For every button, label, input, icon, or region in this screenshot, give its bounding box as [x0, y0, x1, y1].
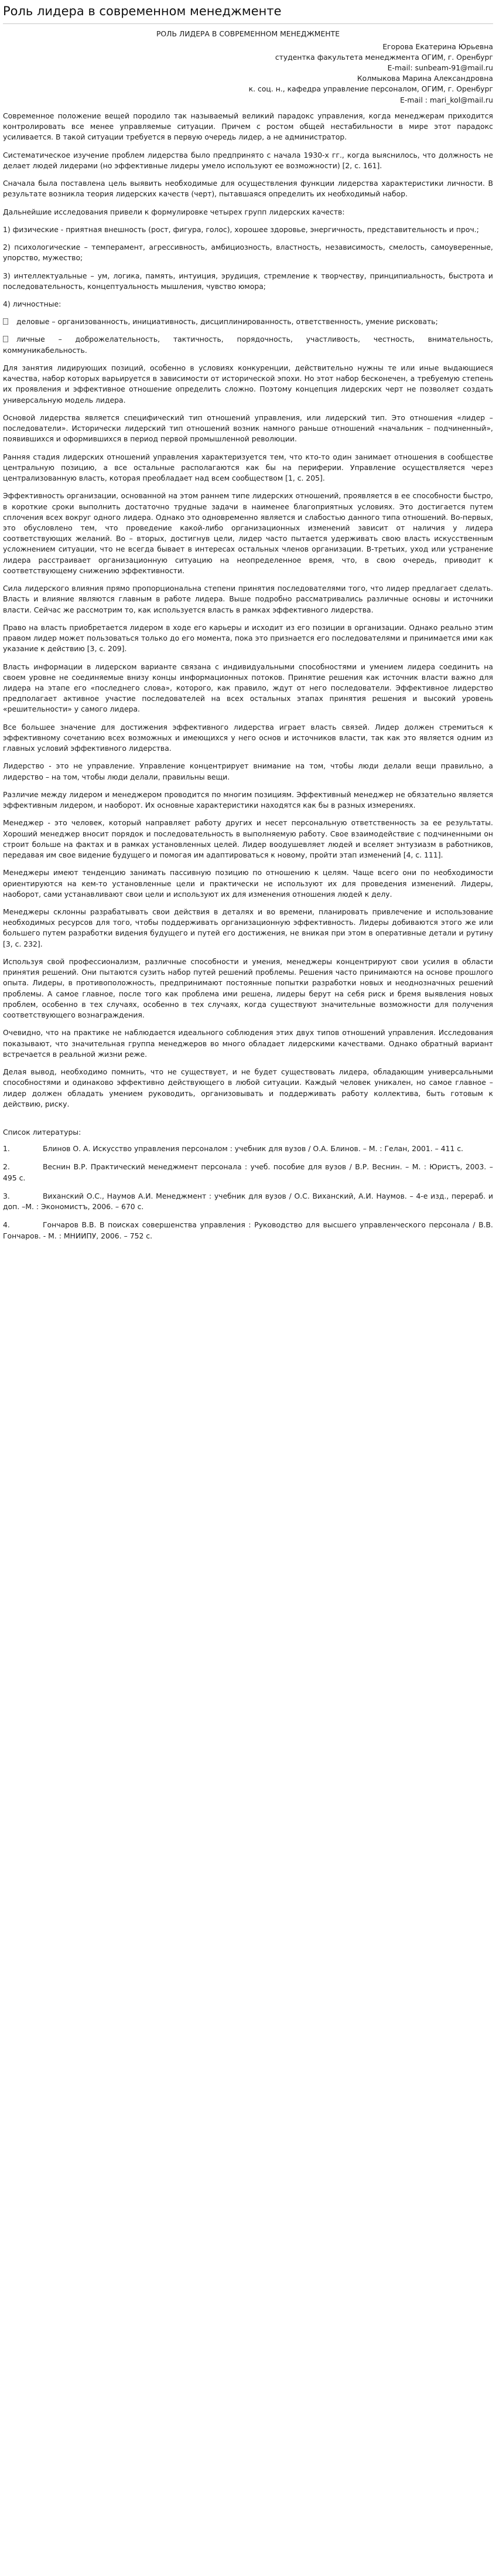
bullet-item-business	[3, 317, 493, 327]
paragraph-13: Лидерство - это не управление. Управление концентрирует внимание на том, чтобы люди делали вещи правильно, а лидерство – на том, чтобы люди делали, правильны вещи.	[3, 761, 493, 781]
author-email-line	[3, 95, 493, 106]
paragraph-17: Менеджеры склонны разрабатывать свои действия в деталях и во времени, планировать привлечение и использование необходимых ресурсов для того, чтобы поддерживать организационную эффективность. Лидеры добиваются этого же или большего путем разработки видения будущего и путей его достижения, не вникая при этом в оперативные детали и рутину [3, с. 232].	[3, 907, 493, 948]
spacer	[3, 106, 493, 111]
paragraph-11: Власть информации в лидерском варианте связана с индивидуальными способностями и умением лидера соединить на своем уровне не соединяемые внизу концы информационных потоков. Принятие решения как источник власти важно для лидера на этапе его «последнего слова», которого, как правило, ждут от него последователи. Эффективное лидерство предполагает активное участие последователей на всех остальных этапах принятия решения и высокий уровень «решительности» у самого лидера.	[3, 662, 493, 714]
paragraph-9: Сила лидерского влияния прямо пропорциональна степени принятия последователями того, что лидер предлагает сделать. Власть и влияние являются главным в работе лидера. Выше подробно рассматривались различные основы и источники власти. Сейчас же рассмотрим то, как используется власть в рамках эффективного лидерства.	[3, 584, 493, 614]
paragraph-20: Делая вывод, необходимо помнить, что не существует, и не будет существовать лидера, обладающим универсальными способностями и одинаково эффективно действующего в любой ситуации. Каждый человек уникален, но самое главное – лидер должен обладать умением руководить, организовывать и поддерживать работу коллектива, быть готовым к действию, риску.	[3, 1067, 493, 1108]
paragraph-5: Для занятия лидирующих позиций, особенно в условиях конкуренции, действительно нужны те или иные выдающиеся качества, набор которых варьируется в зависимости от исторической эпохи. Но этот набор бесконечен, а требуемую степень их проявления и эффективное отношение определить сложно. Поэтому концепция лидерских черт не позволяет создать универсальную модель лидера.	[3, 363, 493, 404]
paragraph-3: Сначала была поставлена цель выявить необходимые для осуществления функции лидерства характеристики личности. В результате возникла теория лидерских качеств (черт), пытавшаяся определить их необходимый набор.	[3, 179, 493, 199]
paragraph-15: Менеджер - это человек, который направляет работу других и несет персональную ответственность за ее результаты. Хороший менеджер вносит порядок и последовательность в выполняемую работу. Свое взаимодействие с подчиненными он строит больше на фактах и в рамках установленных целей. Лидер воодушевляет людей и вселяет энтузиазм в работников, передавая им свое видение будущего и помогая им адаптироваться к новому, пройти этап изменений [4, с. 111].	[3, 818, 493, 860]
quality-item-3: 3) интеллектуальные – ум, логика, память, интуиция, эрудиция, стремление к творчеству, принципиальность, быстрота и последовательность, концептуальность мышления, чувство юмора;	[3, 271, 493, 291]
bullet-text: деловые – организованность, инициативность, дисциплинированность, ответственность, умение рисковать;	[16, 317, 438, 326]
paragraph-12: Все большее значение для достижения эффективного лидерства играет власть связей. Лидер должен стремиться к эффективному сочетанию всех возможных и имеющихся у него основ и источников власти, так как это является одним из главных условий эффективного лидерства.	[3, 722, 493, 753]
paragraph-6: Основой лидерства является специфический тип отношений управления, или лидерский тип. Это отношения «лидер – последователи». Исторически лидерский тип отношений возник намного раньше отношений «начальник – подчиненный», появившихся и оформившихся в период первой промышленной революции.	[3, 413, 493, 444]
author-name: Егорова Екатерина Юрьевна	[382, 42, 493, 51]
paragraph-1: Современное положение вещей породило так называемый великий парадокс управления, когда менеджерам приходится контролировать все менее управляемые ситуации. Причем с ростом общей нестабильности в мире этот парадокс усиливается. В такой ситуации требуется в первую очередь лидер, а не администратор.	[3, 111, 493, 142]
quality-item-1: 1) физические - приятная внешность (рост, фигура, голос), хорошее здоровье, энергичность, представительность и проч.;	[3, 224, 479, 234]
email-label: E-mail :	[400, 95, 428, 104]
author-email-link[interactable]: mari_kol@mail.ru	[430, 95, 493, 104]
bullet-text: личные – доброжелательность, тактичность, порядочность, участливость, честность, внимательность, коммуникабельность.	[3, 335, 493, 355]
reference-item	[3, 1144, 493, 1154]
reference-text: Веснин В.Р. Практический менеджмент персонала : учеб. пособие для вузов / В.Р. Веснин. – М. : Юристъ, 2003. – 495 с.	[3, 1162, 493, 1182]
bullet-icon	[3, 318, 8, 325]
bullet-item-personal	[3, 334, 493, 355]
reference-text: Гончаров В.В. В поисках совершенства управления : Руководство для высшего управленческого персонала / В.В. Гончаров. - М. : МНИИПУ, 2006. – 752 с.	[3, 1220, 493, 1240]
paragraph-10: Право на власть приобретается лидером в ходе его карьеры и исходит из его позиции в организации. Однако реально этим правом лидер может пользоваться только до его момента, пока это признается его последователями и принимается ими как указание к действию [3, с. 209].	[3, 622, 493, 654]
author-name: Колмыкова Марина Александровна	[357, 74, 493, 83]
author-email-line	[3, 63, 493, 73]
paragraph-19: Очевидно, что на практике не наблюдается идеального соблюдения этих двух типов отношений управления. Исследования показывают, что значительная группа менеджеров во много обладает лидерскими качествами. Однако обратный вариант встречается в реальной жизни реже.	[3, 1028, 493, 1059]
paragraph-14: Различие между лидером и менеджером проводится по многим позициям. Эффективный менеджер не обязательно является эффективным лидером, и наоборот. Их основные характеристики находятся как бы в разных измерениях.	[3, 790, 493, 810]
page-title: Роль лидера в современном менеджменте	[3, 2, 493, 24]
paragraph-8: Эффективность организации, основанной на этом раннем типе лидерских отношений, проявляется в ее способности быстро, в короткие сроки выполнить достаточно трудные задачи в наименее благоприятных условиях. Это достигается путем сплочения всех вокруг одного лидера. Однако это одновременно является и слабостью данного типа отношений. Во-первых, это обусловлено тем, что проведение какой-либо организационных изменений зависит от наличия у лидера соответствующих желаний. Во – вторых, достигнув цели, лидер часто пытается удерживать свою власть искусственным усложнением ситуации, что не всегда бывает в интересах остальных членов организации. В-третьих, уход или устранение лидера расстраивает организационную ситуацию на неопределенное время, что, в свою очередь, приводит к соответствующему снижению эффективности.	[3, 491, 493, 575]
author-email-link[interactable]: sunbeam-91@mail.ru	[415, 63, 493, 72]
paragraph-7: Ранняя стадия лидерских отношений управления характеризуется тем, что кто-то один занимает отношения в сообществе центральную позицию, а все остальные располагаются как бы на периферии. Управление осуществляется через централизованную власть, которая преобладает над всем сообществом [1, с. 205].	[3, 452, 493, 483]
paragraph-18: Используя свой профессионализм, различные способности и умения, менеджеры концентрируют свои усилия в области принятия решений. Они пытаются сузить набор путей решений проблемы. Решения часто принимаются на основе прошлого опыта. Лидеры, в противоположность, предпринимают постоянные попытки разработки новых и неоднозначных решений проблемы. А самое главное, после того как проблема ими решена, лидеры берут на себя риск и бремя выявления новых проблем, особенно в тех случаях, особенно в тех случаях, когда существуют значительные возможности для получения соответствующего вознаграждения.	[3, 957, 493, 1020]
paragraph-2: Систематическое изучение проблем лидерства было предпринято с начала 1930-х гг., когда выяснилось, что должность не делает людей лидерами (но эффективные лидеры умело используют ее возможности) [2, с. 161].	[3, 150, 493, 170]
reference-text: Блинов О. А. Искусство управления персоналом : учебник для вузов / О.А. Блинов. – М. : Гелан, 2001. – 411 с.	[43, 1144, 464, 1153]
page	[0, 0, 496, 1258]
reference-number: 3.	[3, 1191, 10, 1200]
author-position: к. соц. н., кафедра управление персоналом, ОГИМ, г. Оренбург	[248, 84, 493, 94]
author-position: студентка факультета менеджмента ОГИМ, г. Оренбург	[275, 52, 493, 62]
quality-item-2: 2) психологические – темперамент, агрессивность, амбициозность, властность, независимость, смелость, самоуверенные, упорство, мужество;	[3, 243, 493, 263]
quality-item-4: 4) личностные:	[3, 299, 61, 308]
reference-text: Виханский О.С., Наумов А.И. Менеджмент : учебник для вузов / О.С. Виханский, А.И. Наумов. – 4-е изд., перераб. и доп. –М. : Экономистъ, 2006. – 670 с.	[3, 1191, 493, 1212]
reference-number: 1.	[3, 1144, 10, 1153]
references-title: Список литературы:	[3, 1127, 81, 1136]
reference-item	[3, 1162, 493, 1183]
email-label: E-mail:	[387, 63, 413, 72]
reference-number: 2.	[3, 1162, 10, 1172]
reference-item	[3, 1220, 493, 1241]
references-list	[3, 1144, 493, 1241]
reference-number: 4.	[3, 1220, 10, 1230]
author-block-2	[3, 73, 493, 106]
article-heading: РОЛЬ ЛИДЕРА В СОВРЕМЕННОМ МЕНЕДЖМЕНТЕ	[156, 29, 340, 39]
author-block-1	[3, 42, 493, 74]
bullet-icon	[3, 336, 8, 342]
article-content	[3, 29, 493, 1241]
paragraph-16: Менеджеры имеют тенденцию занимать пассивную позицию по отношению к целям. Чаще всего они по необходимости ориентируются на кем-то установленные цели и практически не используют их для проведения изменений. Лидеры, наоборот, сами устанавливают свои цели и используют их для изменения отношения людей к делу.	[3, 868, 493, 899]
reference-item	[3, 1191, 493, 1212]
paragraph-4: Дальнейшие исследования привели к формулировке четырех групп лидерских качеств:	[3, 207, 345, 216]
